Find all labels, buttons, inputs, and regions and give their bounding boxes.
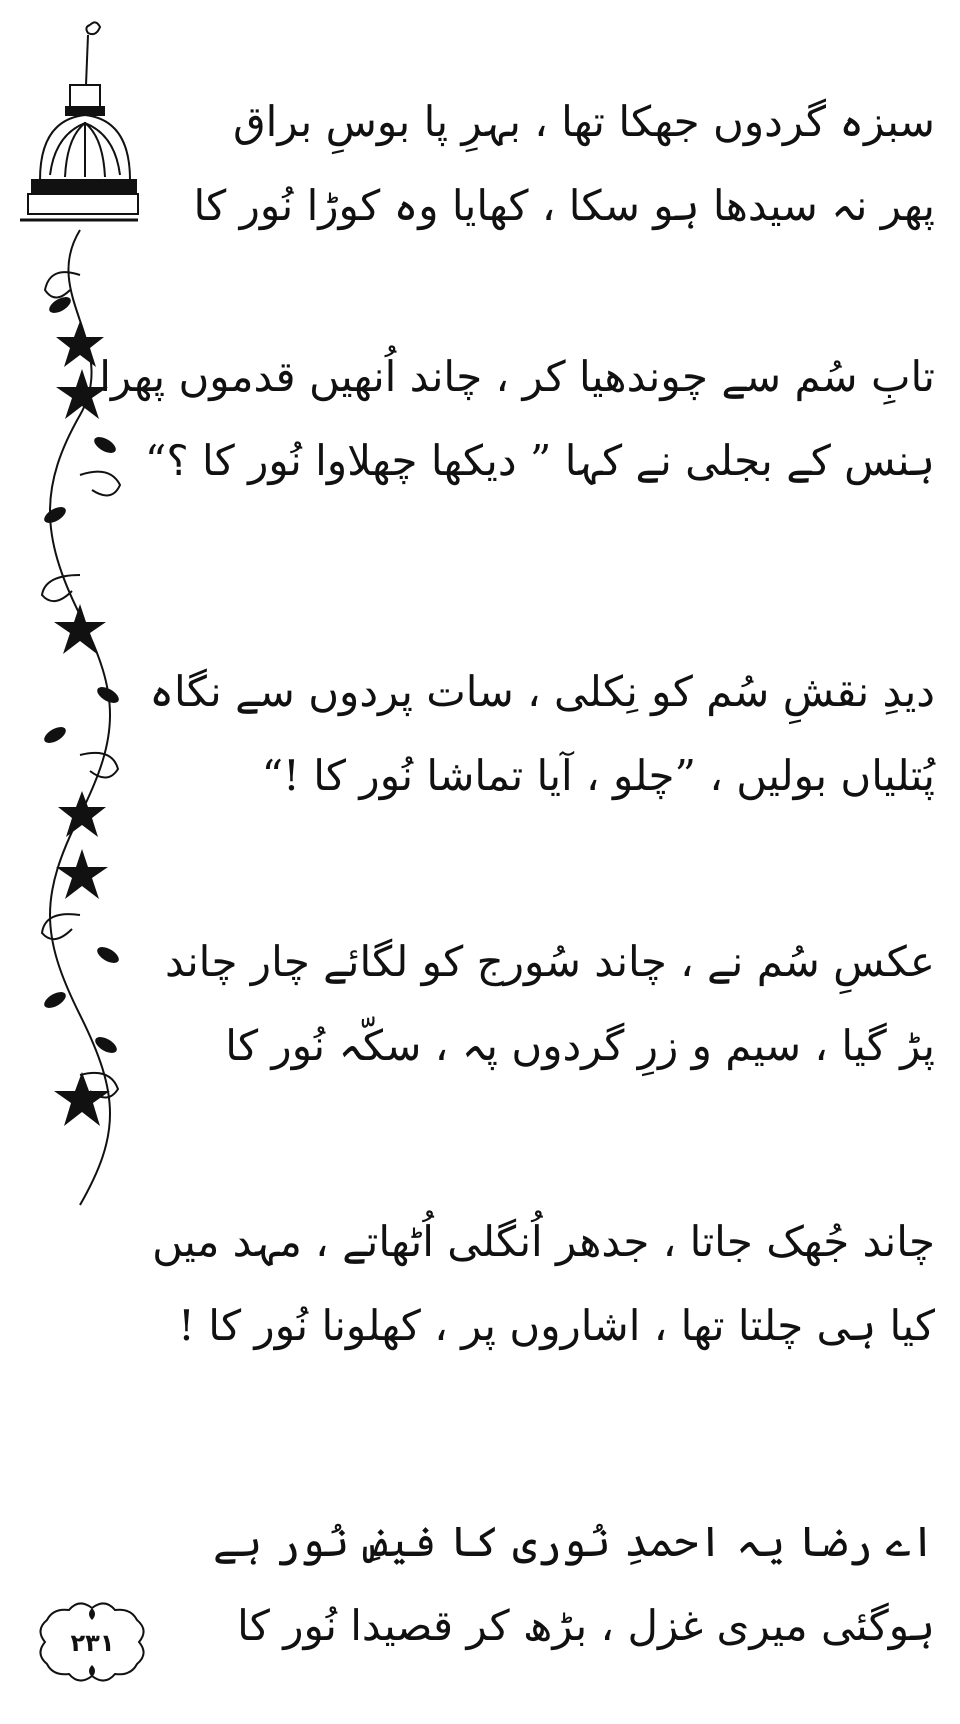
verse-line: کیا ہی چلتا تھا ، اشاروں پر ، کھلونا نُور کا !: [178, 1301, 935, 1350]
stanza: [212, 1500, 935, 1668]
dome-icon: [20, 22, 138, 220]
verse-line: دیدِ نقشِ سُم کو نِکلی ، سات پردوں سے نگاہ: [149, 667, 935, 716]
verse-line: ہنس کے بجلی نے کہا ” دیکھا چھلاوا نُور کا ؟“: [144, 436, 935, 485]
verse-line: ہوگئی میری غزل ، بڑھ کر قصیدا نُور کا: [237, 1601, 935, 1650]
stanza: [99, 335, 935, 503]
stanza: [149, 650, 935, 818]
verse-line: پُتلیاں بولیں ، ”چلو ، آیا تماشا نُور کا !“: [261, 751, 935, 800]
stanza: [164, 920, 935, 1088]
verse-line: پھر نہ سیدھا ہو سکا ، کھایا وہ کوڑا نُور کا: [193, 181, 935, 230]
verse-line: پڑ گیا ، سیم و زرِ گردوں پہ ، سکّہ نُور کا: [225, 1021, 935, 1070]
verse-line: عکسِ سُم نے ، چاند سُورج کو لگائے چار چاند: [164, 937, 935, 986]
verse-line: چاند جُھک جاتا ، جدھر اُنگلی اُٹھاتے ، مہد میں: [152, 1217, 935, 1266]
verse-line: اے رضا یہ احمدِ نُوری کا فیضِ نُور ہے: [212, 1517, 935, 1566]
floral-border-ornament: [10, 15, 140, 1225]
verse-line: تابِ سُم سے چوندھیا کر ، چاند اُنھیں قدموں پھرا: [99, 352, 935, 401]
stanza: [152, 1200, 935, 1368]
page-number-badge: [30, 1600, 155, 1685]
page-number: ۲۳۱: [70, 1628, 115, 1657]
stanza: [193, 80, 935, 248]
verse-line: سبزہ گردوں جھکا تھا ، بہرِ پا بوسِ براق: [233, 97, 935, 146]
